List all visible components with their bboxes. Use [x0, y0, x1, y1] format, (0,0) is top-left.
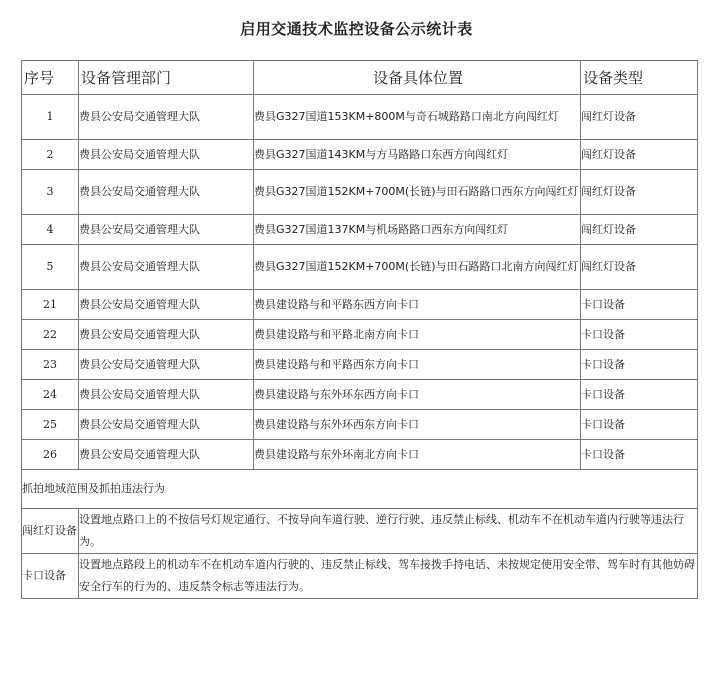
cell-type: 闯红灯设备 [581, 245, 698, 290]
cell-no: 25 [22, 410, 79, 440]
header-no: 序号 [22, 61, 79, 95]
cell-type: 闯红灯设备 [581, 170, 698, 215]
cell-dept: 费县公安局交通管理大队 [79, 140, 254, 170]
page-title: 启用交通技术监控设备公示统计表 [240, 20, 473, 38]
cell-type: 卡口设备 [581, 440, 698, 470]
rule-type: 卡口设备 [22, 554, 79, 599]
cell-type: 闯红灯设备 [581, 95, 698, 140]
cell-type: 卡口设备 [581, 320, 698, 350]
header-location: 设备具体位置 [254, 61, 581, 95]
cell-dept: 费县公安局交通管理大队 [79, 350, 254, 380]
cell-location: 费县G327国道153KM+800M与奇石城路路口南北方向闯红灯 [254, 95, 581, 140]
table-row [22, 350, 698, 380]
cell-no: 26 [22, 440, 79, 470]
cell-no: 23 [22, 350, 79, 380]
table-row [22, 290, 698, 320]
cell-dept: 费县公安局交通管理大队 [79, 215, 254, 245]
section-row [22, 470, 698, 509]
table-row [22, 320, 698, 350]
cell-location: 费县G327国道152KM+700M(长链)与田石路路口北南方向闯红灯 [254, 245, 581, 290]
cell-location: 费县建设路与东外环东西方向卡口 [254, 380, 581, 410]
table-row [22, 140, 698, 170]
cell-no: 24 [22, 380, 79, 410]
cell-type: 卡口设备 [581, 290, 698, 320]
cell-type: 闯红灯设备 [581, 215, 698, 245]
cell-no: 5 [22, 245, 79, 290]
rule-type: 闯红灯设备 [22, 509, 79, 554]
cell-location: 费县建设路与和平路东西方向卡口 [254, 290, 581, 320]
cell-dept: 费县公安局交通管理大队 [79, 245, 254, 290]
cell-location: 费县建设路与和平路北南方向卡口 [254, 320, 581, 350]
cell-dept: 费县公安局交通管理大队 [79, 95, 254, 140]
cell-no: 2 [22, 140, 79, 170]
header-type: 设备类型 [581, 61, 698, 95]
cell-type: 闯红灯设备 [581, 140, 698, 170]
table-header-row [22, 61, 698, 95]
cell-no: 1 [22, 95, 79, 140]
cell-type: 卡口设备 [581, 350, 698, 380]
table-row [22, 215, 698, 245]
cell-dept: 费县公安局交通管理大队 [79, 410, 254, 440]
cell-type: 卡口设备 [581, 410, 698, 440]
cell-location: 费县G327国道143KM与方马路路口东西方向闯红灯 [254, 140, 581, 170]
section-title: 抓拍地域范围及抓拍违法行为 [22, 470, 698, 509]
cell-location: 费县G327国道152KM+700M(长链)与田石路路口西东方向闯红灯 [254, 170, 581, 215]
header-dept: 设备管理部门 [79, 61, 254, 95]
table-row [22, 245, 698, 290]
table-row [22, 380, 698, 410]
cell-no: 4 [22, 215, 79, 245]
rule-row [22, 554, 698, 599]
cell-dept: 费县公安局交通管理大队 [79, 170, 254, 215]
rule-desc: 设置地点路段上的机动车不在机动车道内行驶的、违反禁止标线、驾车接拨手持电话、未按规定使用安全带、驾车时有其他妨碍安全行车的行为的、违反禁令标志等违法行为。 [79, 554, 698, 599]
rule-row [22, 509, 698, 554]
cell-dept: 费县公安局交通管理大队 [79, 380, 254, 410]
device-table [21, 60, 698, 599]
cell-location: 费县建设路与东外环南北方向卡口 [254, 440, 581, 470]
table-row [22, 410, 698, 440]
cell-location: 费县建设路与和平路西东方向卡口 [254, 350, 581, 380]
cell-dept: 费县公安局交通管理大队 [79, 290, 254, 320]
rule-desc: 设置地点路口上的不按信号灯规定通行、不按导向车道行驶、逆行行驶、违反禁止标线、机动车不在机动车道内行驶等违法行为。 [79, 509, 698, 554]
cell-type: 卡口设备 [581, 380, 698, 410]
cell-location: 费县G327国道137KM与机场路路口西东方向闯红灯 [254, 215, 581, 245]
cell-no: 3 [22, 170, 79, 215]
cell-dept: 费县公安局交通管理大队 [79, 440, 254, 470]
table-row [22, 170, 698, 215]
cell-no: 22 [22, 320, 79, 350]
cell-no: 21 [22, 290, 79, 320]
table-row [22, 95, 698, 140]
cell-dept: 费县公安局交通管理大队 [79, 320, 254, 350]
cell-location: 费县建设路与东外环西东方向卡口 [254, 410, 581, 440]
table-row [22, 440, 698, 470]
